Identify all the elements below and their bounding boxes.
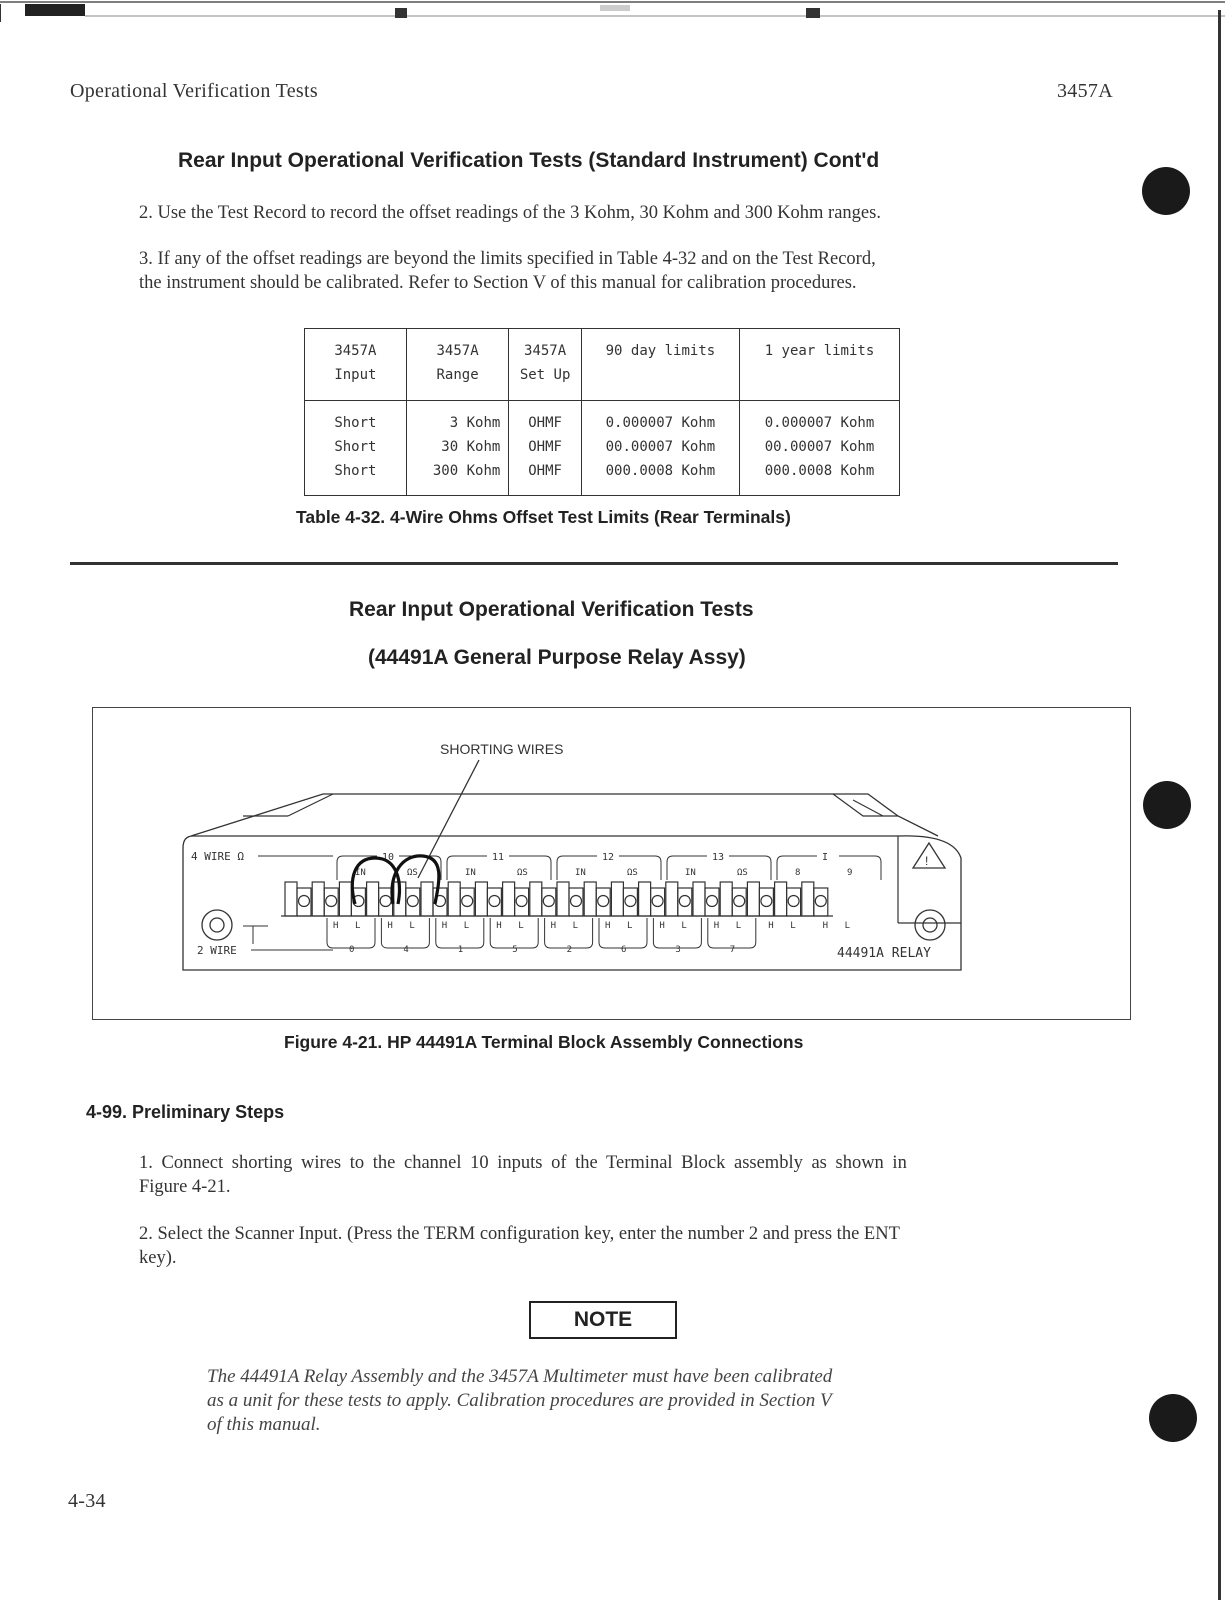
h-label: H (713, 921, 720, 931)
table-cell: 300 Kohm (432, 463, 501, 479)
terminal-clamp (421, 882, 433, 916)
l-label: L (627, 921, 633, 931)
h-label: H (605, 921, 611, 931)
group-sub-label: IN (575, 868, 586, 878)
terminal-clamp (367, 882, 379, 916)
group-sub-label: ΩS (407, 868, 418, 878)
step-3 (139, 247, 1089, 295)
header-text: 1 year limits (764, 343, 875, 359)
table-cell: 0.000007 Kohm (605, 415, 716, 431)
h-label: H (333, 921, 339, 931)
header-text: 3457A (524, 343, 567, 359)
channel-number: 1 (457, 945, 464, 955)
1-year-column (739, 401, 899, 496)
table-cell: 30 Kohm (441, 439, 501, 455)
note-line: of this manual. (207, 1414, 321, 1435)
table-cell: OHMF (528, 439, 562, 455)
prelim-step-1 (139, 1151, 1079, 1199)
binder-hole (1149, 1394, 1197, 1442)
table-cell: 00.00007 Kohm (764, 439, 875, 455)
step-2: 2. Use the Test Record to record the offset readings of the 3 Kohm, 30 Kohm and 300 Kohm ranges. (139, 203, 881, 223)
l-label: L (518, 921, 524, 931)
group-sub-label: ΩS (737, 868, 748, 878)
group-sub-label: 9 (847, 868, 853, 878)
h-label: H (768, 921, 774, 931)
terminal-screw (815, 896, 826, 907)
h-label: H (496, 921, 502, 931)
two-wire-label: 2 WIRE (197, 944, 237, 957)
group-sub-label: ΩS (517, 868, 528, 878)
terminal-clamp (802, 882, 814, 916)
terminal-screw (734, 896, 745, 907)
terminal-clamp (775, 882, 787, 916)
section-divider (70, 562, 1118, 565)
note-line: The 44491A Relay Assembly and the 3457A Multimeter must have been calibrated (207, 1366, 833, 1387)
group-sub-label: IN (355, 868, 366, 878)
group-sub-label: IN (465, 868, 476, 878)
step-3-line-1: 3. If any of the offset readings are beyond the limits specified in Table 4-32 and on the Test Record, (139, 249, 876, 269)
l-label: L (790, 921, 796, 931)
channel-number: 5 (512, 945, 518, 955)
preliminary-steps-heading: 4-99. Preliminary Steps (86, 1102, 285, 1122)
range-column (406, 401, 508, 496)
group-number: 13 (712, 852, 725, 863)
section2-title-line2: (44491A General Purpose Relay Assy) (368, 646, 746, 669)
terminal-block-diagram (93, 708, 1130, 1019)
l-label: L (681, 921, 687, 931)
terminal-clamp (312, 882, 324, 916)
section2-title-line1: Rear Input Operational Verification Tests (349, 598, 754, 621)
relay-label: 44491A RELAY (837, 946, 931, 961)
terminal-clamp (747, 882, 759, 916)
header-text: Range (436, 367, 479, 383)
terminal-screw (380, 896, 391, 907)
callout-label: SHORTING WIRES (440, 741, 564, 757)
l-label: L (463, 921, 470, 931)
table-cell: 3 Kohm (449, 415, 501, 431)
binder-hole (1143, 781, 1191, 829)
terminal-screw (761, 896, 772, 907)
channel-number: 0 (349, 945, 355, 955)
offset-limits-table (304, 328, 900, 496)
terminal-clamp (639, 882, 651, 916)
terminal-clamp (530, 882, 542, 916)
header-setup (509, 329, 582, 401)
prelim-step-2 (139, 1222, 1079, 1270)
terminal-screw (571, 896, 582, 907)
terminal-screw (652, 896, 663, 907)
group-number: 11 (492, 852, 505, 863)
l-label: L (844, 921, 851, 931)
terminal-clamp (339, 882, 351, 916)
running-header-model: 3457A (1057, 80, 1113, 102)
table-cell: 0.000007 Kohm (764, 415, 875, 431)
header-text: 90 day limits (605, 343, 716, 359)
group-number: 10 (382, 852, 395, 863)
table-cell: OHMF (528, 463, 562, 479)
terminal-screw (679, 896, 690, 907)
h-label: H (441, 921, 448, 931)
running-header-section: Operational Verification Tests (70, 80, 318, 102)
setup-column (509, 401, 582, 496)
header-range (406, 329, 508, 401)
terminal-clamp (720, 882, 732, 916)
table-cell: Short (334, 415, 377, 431)
group-bracket (875, 856, 881, 880)
terminal-clamp (584, 882, 596, 916)
note-label: NOTE (529, 1301, 677, 1339)
prelim-step-1-line-1: 1. Connect shorting wires to the channel 10 inputs of the Terminal Block assembly as shown in (139, 1153, 907, 1173)
terminal-screw (598, 896, 609, 907)
section-title: Rear Input Operational Verification Tests (Standard Instrument) Cont'd (178, 149, 880, 172)
figure-caption: Figure 4-21. HP 44491A Terminal Block Assembly Connections (284, 1032, 804, 1052)
channel-number: 6 (621, 945, 627, 955)
terminal-row (281, 882, 833, 916)
h-label: H (822, 921, 829, 931)
table-caption: Table 4-32. 4-Wire Ohms Offset Test Limits (Rear Terminals) (296, 507, 791, 527)
group-number: 12 (602, 852, 615, 863)
step-3-line-2: the instrument should be calibrated. Refer to Section V of this manual for calibration procedures. (139, 273, 857, 293)
group-sub-label: IN (685, 868, 696, 878)
channel-bottom-labels (327, 918, 850, 955)
h-label: H (550, 921, 557, 931)
table-cell: 000.0008 Kohm (764, 463, 875, 479)
prelim-step-2-line-1: 2. Select the Scanner Input. (Press the TERM configuration key, enter the number 2 and press the ENT (139, 1224, 900, 1244)
four-wire-label: 4 WIRE Ω (191, 850, 244, 863)
table-header-row (305, 329, 900, 401)
group-bracket (765, 856, 771, 880)
table-cell: Short (334, 463, 377, 479)
terminal-screw (516, 896, 527, 907)
channel-number: 7 (729, 945, 736, 955)
terminal-screw (543, 896, 554, 907)
header-text: Set Up (519, 367, 571, 383)
l-label: L (572, 921, 579, 931)
terminal-clamp (503, 882, 515, 916)
table-cell: Short (334, 439, 377, 455)
table-cell: OHMF (528, 415, 562, 431)
terminal-clamp (557, 882, 569, 916)
channel-number: 3 (675, 945, 681, 955)
header-text: Input (334, 367, 377, 383)
terminal-screw (707, 896, 718, 907)
terminal-clamp (611, 882, 623, 916)
terminal-clamp (285, 882, 297, 916)
table-cell: 00.00007 Kohm (605, 439, 716, 455)
terminal-block-figure (92, 707, 1131, 1020)
l-label: L (355, 921, 361, 931)
terminal-screw (326, 896, 337, 907)
header-90-day (581, 329, 739, 401)
binder-hole (1142, 167, 1190, 215)
group-number: I (822, 852, 829, 863)
terminal-clamp (666, 882, 678, 916)
group-sub-label: 8 (795, 868, 801, 878)
terminal-screw (462, 896, 473, 907)
prelim-step-1-line-2: Figure 4-21. (139, 1177, 231, 1197)
h-label: H (659, 921, 665, 931)
header-text: 3457A (334, 343, 377, 359)
table-cell: 000.0008 Kohm (605, 463, 716, 479)
scan-top-edge (0, 0, 1225, 22)
terminal-screw (489, 896, 500, 907)
terminal-screw (299, 896, 310, 907)
header-input (305, 329, 407, 401)
terminal-clamp (693, 882, 705, 916)
table-body-row (305, 401, 900, 496)
90-day-column (581, 401, 739, 496)
input-column (305, 401, 407, 496)
l-label: L (409, 921, 415, 931)
terminal-screw (407, 896, 418, 907)
note-line: as a unit for these tests to apply. Calibration procedures are provided in Section V (207, 1390, 832, 1411)
h-label: H (387, 921, 393, 931)
terminal-clamp (475, 882, 487, 916)
page-number: 4-34 (68, 1490, 106, 1512)
group-bracket (655, 856, 661, 880)
note-text (207, 1365, 832, 1437)
l-label: L (735, 921, 742, 931)
prelim-step-2-line-2: key). (139, 1248, 177, 1268)
group-bracket (545, 856, 551, 880)
channel-number: 4 (403, 945, 409, 955)
svg-text:!: ! (925, 854, 929, 868)
group-sub-label: ΩS (627, 868, 638, 878)
terminal-clamp (448, 882, 460, 916)
channel-number: 2 (566, 945, 573, 955)
header-text: 3457A (436, 343, 479, 359)
scan-right-edge (1218, 10, 1221, 1600)
terminal-screw (788, 896, 799, 907)
header-1-year (739, 329, 899, 401)
terminal-screw (625, 896, 636, 907)
